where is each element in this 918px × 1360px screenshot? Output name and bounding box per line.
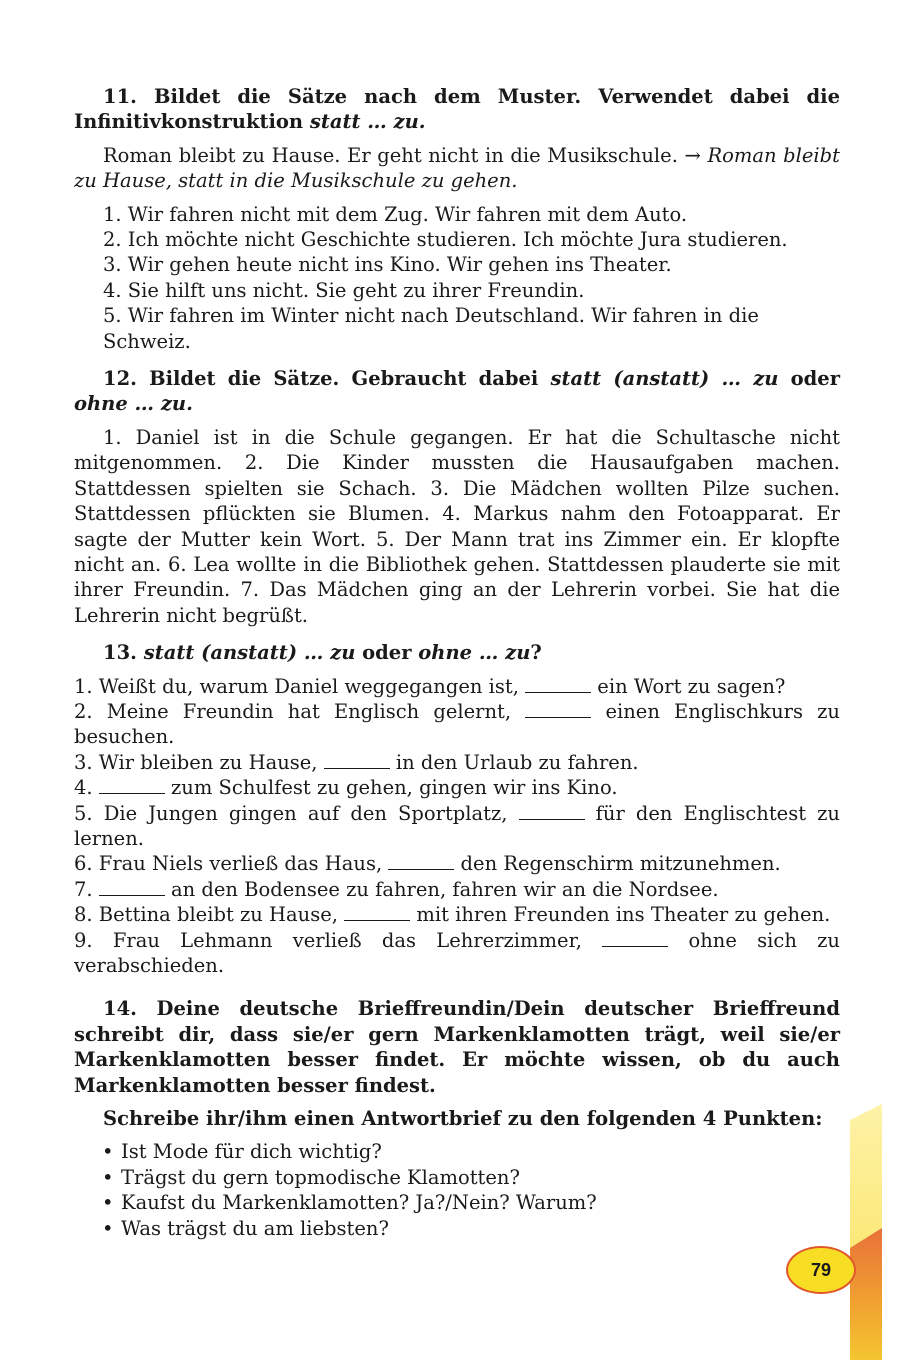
item-text: 2. Meine Freundin hat Englisch gelernt, xyxy=(74,699,526,723)
task-13-mid: oder xyxy=(355,641,419,665)
list-item: 4. Sie hilft uns nicht. Sie geht zu ihrer Freundin. xyxy=(103,278,585,302)
bullet-icon: • xyxy=(102,1216,114,1240)
task-13-heading xyxy=(74,640,840,665)
list-item: 2. Ich möchte nicht Geschichte studieren. Ich möchte Jura studieren. xyxy=(103,228,788,252)
task-11-title-emphasis: statt … zu. xyxy=(309,110,426,134)
fill-blank xyxy=(519,801,585,820)
list-item xyxy=(74,902,840,927)
item-text: 7. xyxy=(74,877,99,901)
fill-blank xyxy=(525,674,591,693)
item-text: zum Schulfest zu gehen, gingen wir ins Kino. xyxy=(164,776,618,800)
example-answer: Roman bleibt zu Hause, statt in die Musikschule zu gehen. xyxy=(74,143,840,193)
fill-blank xyxy=(525,699,591,718)
task-12-title-emphasis: statt (anstatt) … zu xyxy=(550,367,779,391)
item-text: 6. Frau Niels verließ das Haus, xyxy=(74,852,389,876)
list-item xyxy=(74,877,840,902)
fill-blank xyxy=(602,928,668,947)
item-text: 5. Die Jungen gingen auf den Sportplatz, xyxy=(74,801,519,825)
page-number-badge xyxy=(786,1246,856,1294)
fill-blank xyxy=(344,902,410,921)
list-item xyxy=(74,851,840,876)
fill-blank xyxy=(388,851,454,870)
list-item xyxy=(74,674,840,699)
item-text: an den Bodensee zu fahren, fahren wir an die Nordsee. xyxy=(164,877,719,901)
task-14-heading: 14. Deine deutsche Brieffreundin/Dein deutscher Brieffreund schreibt dir, dass sie/er gern Markenklamotten trägt, weil sie/er Markenklamotten besser findet. Er möchte wissen, ob du auch Markenklamotten besser findest. xyxy=(74,997,840,1097)
fill-blank xyxy=(324,750,390,769)
item-text: den Regenschirm mitzunehmen. xyxy=(454,852,781,876)
task-12-body: 1. Daniel ist in die Schule gegangen. Er hat die Schultasche nicht mitgenommen. 2. Die Kinder mussten die Hausaufgaben machen. Stattdessen spielten sie Schach. 3. Die Mädchen wollten Pilze suchen. Stattdessen pflückten sie Blumen. 4. Markus nahm den Fotoapparat. Er sagte der Mutter kein Wort. 5. Der Mann trat ins Zimmer ein. Er klopfte nicht an. 6. Lea wollte in die Bibliothek gehen. Stattdessen plauderte sie mit ihrer Freundin. 7. Das Mädchen ging an der Lehrerin vorbei. Sie hat die Lehrerin nicht begrüßt. xyxy=(74,425,840,627)
task-14-subheading: Schreibe ihr/ihm einen Antwortbrief zu den folgenden 4 Punkten: xyxy=(103,1107,823,1131)
list-item xyxy=(74,1139,840,1164)
task-12-title: 12. Bildet die Sätze. Gebraucht dabei xyxy=(103,367,551,391)
list-item xyxy=(74,1165,840,1190)
list-item: 5. Wir fahren im Winter nicht nach Deutschland. Wir fahren in die Schweiz. xyxy=(103,304,759,353)
bullet-text: Trägst du gern topmodische Klamotten? xyxy=(121,1165,520,1189)
list-item xyxy=(74,699,840,750)
item-text: 9. Frau Lehmann verließ das Lehrerzimmer, xyxy=(74,928,603,952)
bullet-icon: • xyxy=(102,1191,114,1215)
list-item xyxy=(74,801,840,852)
list-item xyxy=(74,1190,840,1215)
bullet-icon: • xyxy=(102,1165,114,1189)
task-11-example xyxy=(74,143,840,194)
task-13-list xyxy=(74,674,840,979)
item-text: 8. Bettina bleibt zu Hause, xyxy=(74,903,345,927)
example-text: Roman bleibt zu Hause. Er geht nicht in die Musikschule. → xyxy=(103,143,708,167)
list-item: 1. Wir fahren nicht mit dem Zug. Wir fahren mit dem Auto. xyxy=(103,202,688,226)
bullet-text: Kaufst du Markenklamotten? Ja?/Nein? Warum? xyxy=(121,1191,597,1215)
bullet-icon: • xyxy=(102,1140,114,1164)
item-text: einen Englischkurs zu besuchen. xyxy=(74,699,840,749)
task-11-heading xyxy=(74,84,840,135)
item-text: ein Wort zu sagen? xyxy=(591,674,786,698)
list-item xyxy=(74,928,840,979)
bullet-text: Was trägst du am liebsten? xyxy=(121,1216,389,1240)
fill-blank xyxy=(99,877,165,896)
fill-blank xyxy=(99,775,165,794)
task-12-heading xyxy=(74,366,840,417)
task-14-bullet-list xyxy=(74,1139,840,1241)
item-text: ohne sich zu verabschieden. xyxy=(74,928,840,977)
item-text: mit ihren Freunden ins Theater zu gehen. xyxy=(410,903,831,927)
item-text: in den Urlaub zu fahren. xyxy=(389,750,639,774)
item-text: 4. xyxy=(74,776,99,800)
task-13-emphasis-2: ohne … zu xyxy=(418,641,531,665)
item-text: für den Englischtest zu lernen. xyxy=(74,801,840,850)
list-item xyxy=(74,775,840,800)
task-13-emphasis: statt (anstatt) … zu xyxy=(143,641,356,665)
task-12-title-emphasis-2: ohne … zu. xyxy=(74,392,193,416)
task-11-title: 11. Bildet die Sätze nach dem Muster. Verwendet dabei die Infinitivkonstruktion xyxy=(74,85,840,134)
task-13-end: ? xyxy=(530,641,542,665)
page-edge-decoration-accent xyxy=(850,1228,882,1360)
page-number: 79 xyxy=(810,1259,832,1280)
list-item xyxy=(74,750,840,775)
item-text: 1. Weißt du, warum Daniel weggegangen ist, xyxy=(74,674,526,698)
textbook-page xyxy=(74,84,840,1241)
task-12-title-mid: oder xyxy=(778,367,840,391)
list-item xyxy=(74,1216,840,1241)
task-11-list xyxy=(74,202,840,354)
task-13-number: 13. xyxy=(103,641,144,665)
list-item: 3. Wir gehen heute nicht ins Kino. Wir gehen ins Theater. xyxy=(103,253,672,277)
item-text: 3. Wir bleiben zu Hause, xyxy=(74,750,324,774)
bullet-text: Ist Mode für dich wichtig? xyxy=(121,1140,382,1164)
